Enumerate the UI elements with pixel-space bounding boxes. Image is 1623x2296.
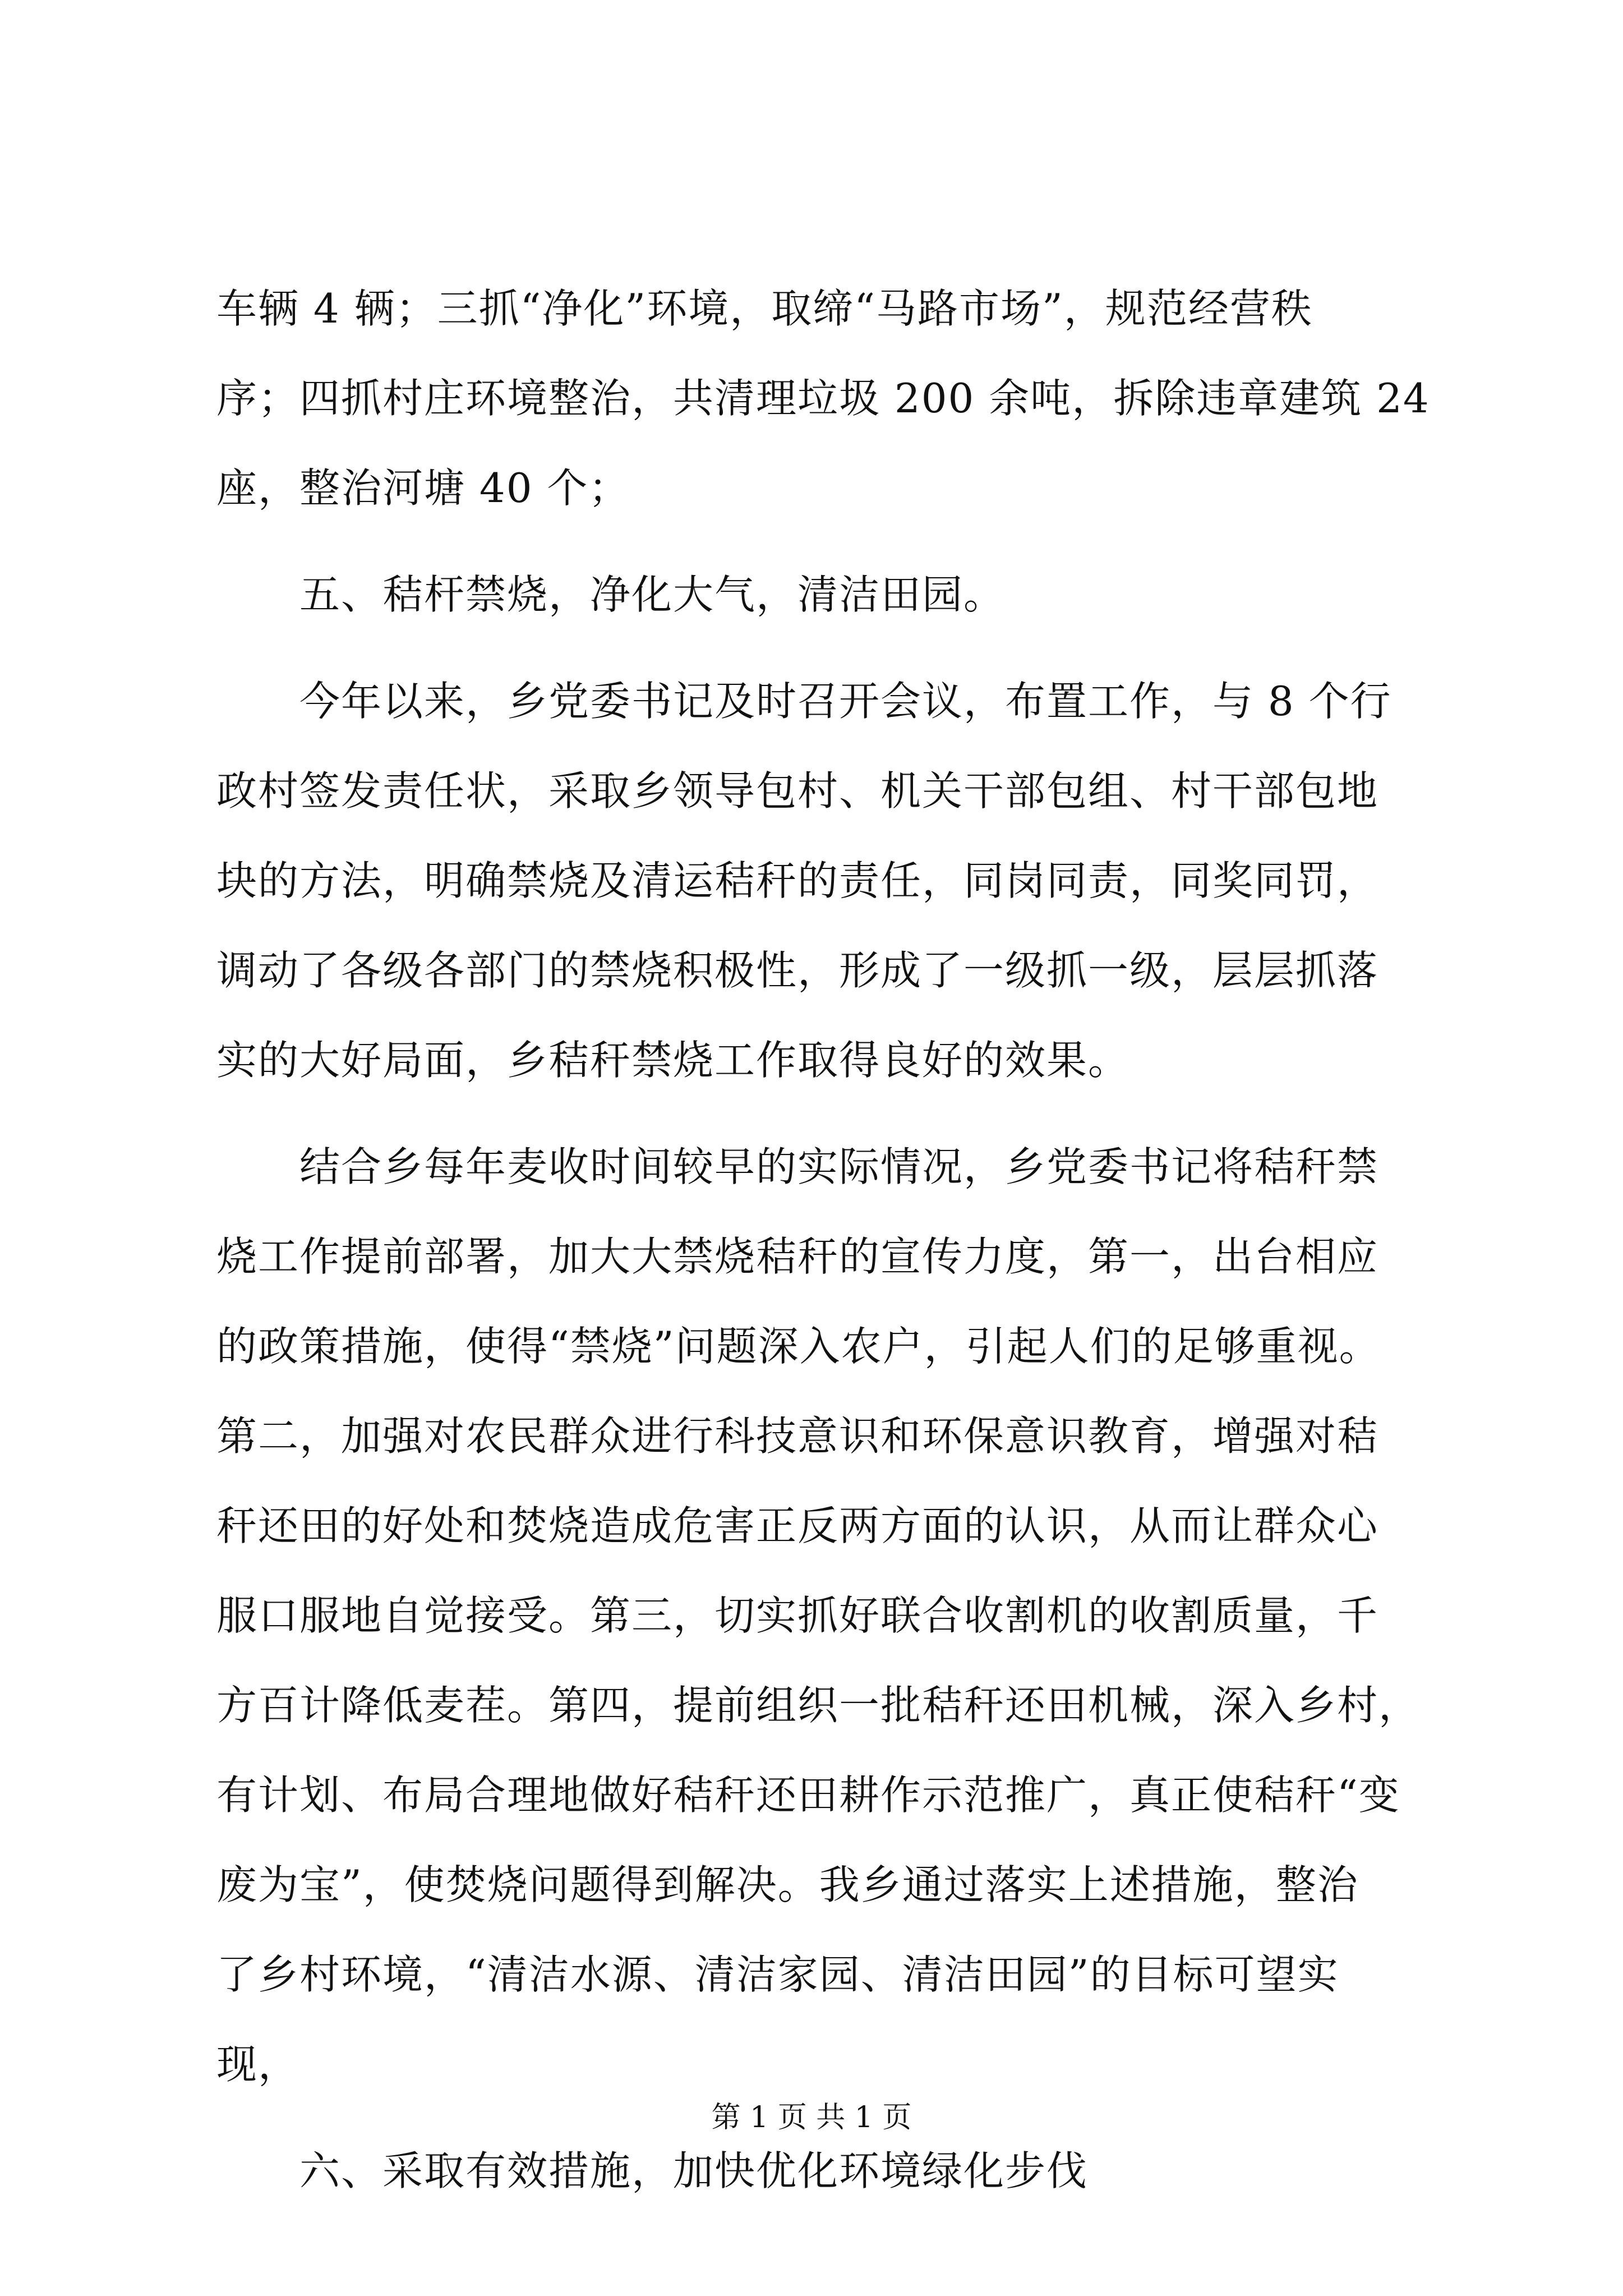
paragraph-line: 座，整治河塘 40 个； xyxy=(216,464,630,512)
paragraph-line: 今年以来，乡党委书记及时召开会议，布置工作，与 8 个行 xyxy=(299,678,1392,725)
paragraph-line: 车辆 4 辆；三抓“净化”环境，取缔“马路市场”，规范经营秩 xyxy=(216,285,1313,332)
paragraph-line: 废为宝”，使焚烧问题得到解决。我乡通过落实上述措施，整治 xyxy=(216,1861,1359,1908)
paragraph-line: 方百计降低麦茬。第四，提前组织一批秸秆还田机械，深入乡村， xyxy=(216,1682,1421,1729)
paragraph-3 xyxy=(216,1122,1421,2109)
paragraph-gap xyxy=(216,639,1417,656)
paragraph-line: 有计划、布局合理地做好秸秆还田耕作示范推广，真正使秸秆“变 xyxy=(216,1772,1400,1819)
paragraph-1 xyxy=(216,264,1430,533)
paragraph-line: 第二，加强对农民群众进行科技意识和环保意识教育，增强对秸 xyxy=(216,1412,1379,1460)
page-number: 第 1 页 共 1 页 xyxy=(711,2101,912,2134)
paragraph-line: 实的大好局面，乡秸秆禁烧工作取得良好的效果。 xyxy=(216,1037,1130,1084)
page-footer xyxy=(0,2098,1623,2137)
paragraph-line: 现， xyxy=(216,2041,300,2088)
heading-line: 六、采取有效措施，加快优化环境绿化步伐 xyxy=(299,2147,1089,2194)
paragraph-line: 服口服地自觉接受。第三，切实抓好联合收割机的收割质量，千 xyxy=(216,1592,1379,1639)
heading-line: 五、秸杆禁烧，净化大气，清洁田园。 xyxy=(299,571,1006,618)
paragraph-gap xyxy=(216,533,1417,550)
paragraph-line: 序；四抓村庄环境整治，共清理垃圾 200 余吨，拆除违章建筑 24 xyxy=(216,375,1430,422)
paragraph-2 xyxy=(216,656,1417,1105)
section-heading-5 xyxy=(216,550,1417,639)
document-body xyxy=(216,264,1430,2216)
paragraph-line: 调动了各级各部门的禁烧积极性，形成了一级抓一级，层层抓落 xyxy=(216,947,1379,994)
paragraph-line: 结合乡每年麦收时间较早的实际情况，乡党委书记将秸秆禁 xyxy=(299,1143,1379,1190)
section-heading-6 xyxy=(216,2126,1417,2216)
paragraph-line: 块的方法，明确禁烧及清运秸秆的责任，同岗同责，同奖同罚， xyxy=(216,857,1379,904)
paragraph-line: 秆还田的好处和焚烧造成危害正反两方面的认识，从而让群众心 xyxy=(216,1502,1379,1549)
paragraph-line: 烧工作提前部署，加大大禁烧秸秆的宣传力度，第一，出台相应 xyxy=(216,1233,1379,1280)
paragraph-line: 了乡村环境，“清洁水源、清洁家园、清洁田园”的目标可望实 xyxy=(216,1951,1339,1998)
paragraph-gap xyxy=(216,1105,1417,1122)
paragraph-line: 的政策措施，使得“禁烧”问题深入农户，引起人们的足够重视。 xyxy=(216,1323,1381,1370)
paragraph-line: 政村签发责任状，采取乡领导包村、机关干部包组、村干部包地 xyxy=(216,767,1379,815)
